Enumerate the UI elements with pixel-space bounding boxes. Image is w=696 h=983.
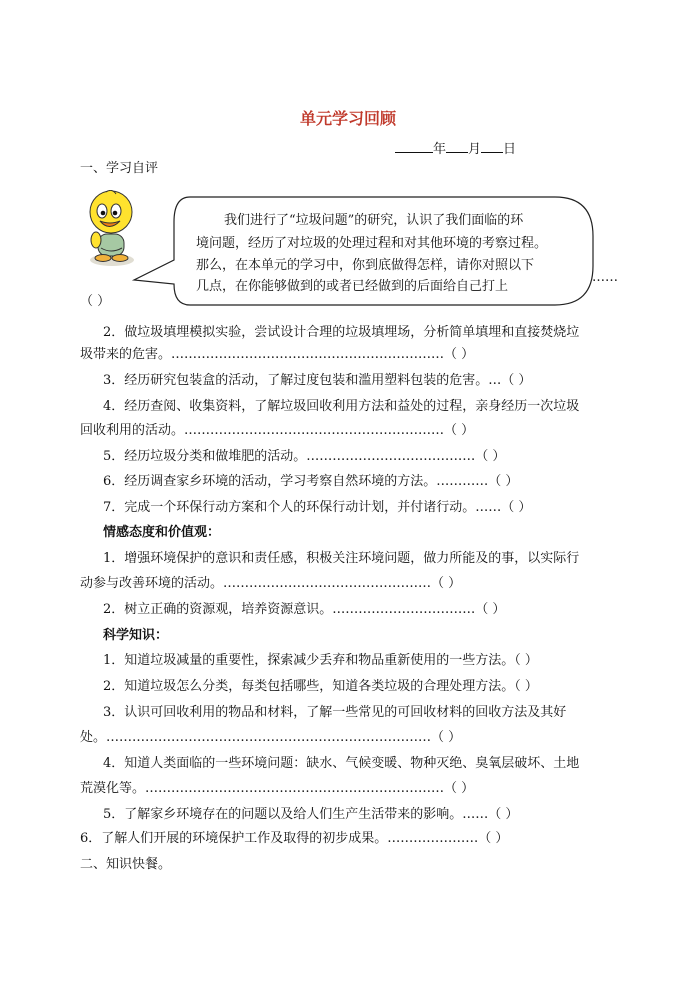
knowledge-item3-line2: 处。…………………………………………………………………（ ）	[80, 730, 462, 745]
bubble-line-2: 境问题，经历了对垃圾的处理过程和对其他环境的考察过程。	[196, 236, 548, 251]
knowledge-item1-line: 1．知道垃圾减量的重要性，探索减少丢弃和物品重新使用的一些方法。（ ）	[103, 653, 538, 668]
attitude-item1-line1: 1．增强环境保护的意识和责任感，积极关注环境问题，做力所能及的事，以实际行	[103, 551, 580, 566]
section1-heading: 一、学习自评	[80, 161, 159, 176]
item7-line: 7．完成一个环保行动方案和个人的环保行动计划，并付诸行动。……（ ）	[103, 500, 532, 515]
knowledge-item4-line1: 4．知道人类面临的一些环境问题：缺水、气候变暖、物种灭绝、臭氧层破坏、土地	[103, 756, 580, 771]
knowledge-item3-line1: 3．认识可回收利用的物品和材料，了解一些常见的可回收材料的回收方法及其好	[103, 705, 567, 720]
attitude-heading: 情感态度和价值观：	[103, 525, 221, 540]
item3-line: 3．经历研究包装盒的活动，了解过度包装和滥用塑料包装的危害。…（ ）	[103, 373, 532, 388]
item4-line1: 4．经历查阅、收集资料，了解垃圾回收利用方法和益处的过程，亲身经历一次垃圾	[103, 399, 580, 414]
bubble-line-3: 那么，在本单元的学习中，你到底做得怎样，请你对照以下	[196, 258, 535, 273]
section2-heading: 二、知识快餐。	[80, 857, 172, 872]
item2-line1: 2．做垃圾填埋模拟实验，尝试设计合理的垃圾填埋场，分析简单填埋和直接焚烧垃	[103, 325, 580, 340]
item1-mark[interactable]: （ ）	[80, 294, 111, 309]
item2-line2: 圾带来的危害。………………………………………………………（ ）	[80, 347, 475, 362]
knowledge-item2-line: 2．知道垃圾怎么分类，每类包括哪些，知道各类垃圾的合理处理方法。（ ）	[103, 679, 538, 694]
bubble-trail-dots: ……	[592, 270, 618, 285]
attitude-item1-line2: 动参与改善环境的活动。…………………………………………（ ）	[80, 576, 462, 591]
attitude-item2-line: 2．树立正确的资源观，培养资源意识。……………………………（ ）	[103, 602, 506, 617]
month-label: 月	[468, 142, 482, 157]
knowledge-item5-line: 5．了解家乡环境存在的问题以及给人们生产生活带来的影响。……（ ）	[103, 807, 519, 822]
item6-line: 6．经历调查家乡环境的活动，学习考察自然环境的方法。…………（ ）	[103, 474, 519, 489]
bubble-line-1: 我们进行了“垃圾问题”的研究，认识了我们面临的环	[224, 213, 524, 228]
month-blank[interactable]	[446, 140, 468, 153]
knowledge-item6-line: 6．了解人们开展的环境保护工作及取得的初步成果。…………………（ ）	[80, 831, 509, 846]
day-blank[interactable]	[481, 140, 503, 153]
year-blank[interactable]	[395, 140, 433, 153]
day-label: 日	[503, 142, 517, 157]
year-label: 年	[433, 142, 447, 157]
date-line	[395, 138, 516, 157]
bubble-line-4: 几点，在你能够做到的或者已经做到的后面给自己打上	[196, 279, 509, 294]
page-title: 单元学习回顾	[299, 109, 396, 128]
knowledge-heading: 科学知识：	[103, 628, 169, 643]
item5-line: 5．经历垃圾分类和做堆肥的活动。…………………………………（ ）	[103, 449, 506, 464]
item4-line2: 回收利用的活动。……………………………………………………（ ）	[80, 423, 475, 438]
knowledge-item4-line2: 荒漠化等。……………………………………………………………（ ）	[80, 781, 475, 796]
